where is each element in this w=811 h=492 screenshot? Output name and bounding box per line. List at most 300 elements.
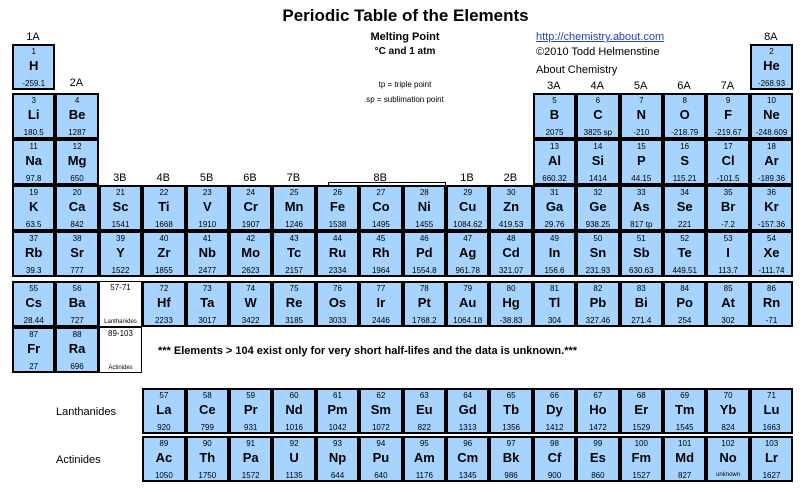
- element-cell[interactable]: [663, 185, 706, 231]
- element-cell[interactable]: [99, 185, 142, 231]
- element-symbol: Mo: [241, 245, 261, 260]
- element-cell[interactable]: [12, 281, 55, 327]
- atomic-number: 38: [72, 234, 82, 243]
- element-cell[interactable]: [316, 231, 359, 277]
- element-symbol: Ir: [376, 295, 386, 310]
- melting-point: 3422: [241, 316, 260, 325]
- element-cell[interactable]: [272, 185, 315, 231]
- element-cell[interactable]: [99, 231, 142, 277]
- element-symbol: Dy: [546, 402, 563, 417]
- atomic-number: 72: [159, 284, 169, 293]
- atomic-number: 27: [376, 188, 386, 197]
- melting-point: 1572: [241, 471, 260, 480]
- element-cell[interactable]: [663, 436, 706, 482]
- element-cell[interactable]: [706, 139, 749, 185]
- melting-point: 799: [200, 423, 214, 432]
- element-symbol: Nb: [198, 245, 216, 260]
- element-symbol: Lr: [764, 450, 778, 465]
- melting-point: 938.25: [585, 220, 611, 229]
- atomic-number: 55: [29, 284, 39, 293]
- element-cell[interactable]: [403, 281, 446, 327]
- element-symbol: Es: [589, 450, 606, 465]
- melting-point: 1910: [198, 220, 217, 229]
- element-cell[interactable]: [750, 436, 793, 482]
- element-cell[interactable]: [620, 281, 663, 327]
- element-cell[interactable]: [620, 388, 663, 434]
- element-symbol: Rb: [25, 245, 43, 260]
- atomic-number: 66: [550, 391, 559, 400]
- element-cell[interactable]: [403, 185, 446, 231]
- element-cell[interactable]: [142, 388, 185, 434]
- melting-point: 900: [547, 471, 562, 480]
- element-cell[interactable]: [663, 93, 706, 139]
- atomic-number: 69: [680, 391, 690, 400]
- melting-point: -219.67: [714, 128, 742, 137]
- melting-point: 1527: [632, 471, 651, 480]
- atomic-number: 9: [725, 96, 731, 105]
- melting-point: 640: [374, 471, 388, 480]
- atomic-number: 84: [680, 284, 690, 293]
- melting-point: 824: [721, 423, 735, 432]
- source-name: About Chemistry: [536, 64, 618, 76]
- element-cell[interactable]: [12, 231, 55, 277]
- element-symbol: Th: [199, 450, 216, 465]
- melting-point: -71: [765, 316, 778, 325]
- element-cell[interactable]: [533, 388, 576, 434]
- atomic-number: 44: [333, 234, 342, 243]
- melting-point: 1541: [111, 220, 130, 229]
- element-cell[interactable]: [576, 93, 619, 139]
- element-cell[interactable]: [576, 436, 619, 482]
- element-cell[interactable]: [272, 436, 315, 482]
- element-cell[interactable]: [316, 388, 359, 434]
- element-cell[interactable]: [576, 281, 619, 327]
- element-cell[interactable]: [750, 231, 793, 277]
- melting-point: 660.32: [542, 174, 567, 183]
- element-cell[interactable]: [706, 185, 749, 231]
- atomic-number: 63: [419, 391, 429, 400]
- atomic-number: 32: [593, 188, 603, 197]
- element-cell[interactable]: [489, 436, 532, 482]
- melting-point: 1668: [154, 220, 173, 229]
- melting-point: 727: [70, 316, 84, 325]
- melting-point: 931: [244, 423, 258, 432]
- melting-point: 860: [591, 471, 605, 480]
- melting-point: 1313: [458, 423, 477, 432]
- melting-point: 822: [417, 423, 431, 432]
- melting-point: -248.609: [755, 128, 788, 137]
- element-symbol: Cm: [457, 450, 479, 465]
- element-symbol: In: [548, 245, 561, 260]
- element-symbol: Ga: [545, 199, 564, 214]
- element-cell[interactable]: [186, 281, 229, 327]
- copyright-text: ©2010 Todd Helmenstine: [536, 46, 660, 58]
- element-cell[interactable]: [750, 44, 793, 90]
- element-cell[interactable]: [489, 388, 532, 434]
- atomic-number: 65: [506, 391, 516, 400]
- element-cell[interactable]: [403, 231, 446, 277]
- element-cell[interactable]: [142, 231, 185, 277]
- atomic-number: 12: [72, 142, 82, 151]
- element-cell[interactable]: [706, 436, 749, 482]
- atomic-number: 53: [723, 234, 733, 243]
- melting-point: 1042: [328, 423, 347, 432]
- atomic-number: 49: [550, 234, 559, 243]
- element-cell[interactable]: [12, 327, 55, 373]
- element-cell[interactable]: [576, 231, 619, 277]
- element-symbol: Cf: [547, 450, 562, 465]
- element-cell[interactable]: [55, 281, 98, 327]
- element-cell[interactable]: [403, 388, 446, 434]
- melting-point: -101.5: [716, 174, 740, 183]
- element-symbol: Am: [413, 450, 435, 465]
- group-label: 6A: [677, 80, 691, 92]
- element-cell[interactable]: [359, 436, 402, 482]
- element-symbol: Te: [677, 245, 692, 260]
- element-cell[interactable]: [620, 185, 663, 231]
- group-label: 7B: [286, 172, 301, 184]
- element-cell[interactable]: [706, 231, 749, 277]
- element-symbol: Ti: [158, 199, 170, 214]
- element-cell[interactable]: [186, 436, 229, 482]
- element-symbol: La: [156, 402, 172, 417]
- element-symbol: N: [636, 107, 646, 122]
- atomic-number: 86: [767, 284, 776, 293]
- element-cell[interactable]: [55, 139, 98, 185]
- atomic-number: 56: [72, 284, 82, 293]
- element-symbol: Co: [372, 199, 390, 214]
- element-cell[interactable]: [359, 231, 402, 277]
- element-cell[interactable]: [620, 93, 663, 139]
- element-symbol: Ge: [589, 199, 607, 214]
- element-symbol: Er: [634, 402, 649, 417]
- element-symbol: Yb: [719, 402, 737, 417]
- element-cell[interactable]: [750, 185, 793, 231]
- element-cell[interactable]: [359, 281, 402, 327]
- element-symbol: Bk: [502, 450, 520, 465]
- element-cell[interactable]: [359, 388, 402, 434]
- element-cell[interactable]: [446, 388, 489, 434]
- element-symbol: Pr: [243, 402, 258, 417]
- element-cell[interactable]: [620, 231, 663, 277]
- atomic-number: 81: [550, 284, 559, 293]
- atomic-number: 73: [202, 284, 212, 293]
- element-cell[interactable]: [663, 139, 706, 185]
- melting-point: 3825 sp: [583, 128, 613, 137]
- atomic-number: 76: [333, 284, 342, 293]
- element-cell[interactable]: [229, 388, 272, 434]
- element-cell[interactable]: [12, 185, 55, 231]
- melting-point: 3033: [328, 316, 347, 325]
- melting-point: 1356: [502, 423, 520, 432]
- element-cell[interactable]: [403, 436, 446, 482]
- atomic-number: 5: [552, 96, 557, 105]
- element-symbol: Tl: [548, 295, 561, 310]
- melting-point: 1050: [154, 471, 173, 480]
- atomic-number: 74: [246, 284, 256, 293]
- element-cell[interactable]: [12, 139, 55, 185]
- element-symbol: He: [763, 58, 780, 73]
- element-cell[interactable]: [663, 388, 706, 434]
- element-cell[interactable]: [706, 388, 749, 434]
- element-cell[interactable]: [750, 388, 793, 434]
- atomic-number: 58: [202, 391, 212, 400]
- element-symbol: Fm: [631, 450, 652, 465]
- element-symbol: Si: [591, 153, 605, 168]
- atomic-number: 64: [463, 391, 473, 400]
- atomic-number: 19: [29, 188, 39, 197]
- element-symbol: Xe: [763, 245, 780, 260]
- element-symbol: Md: [675, 450, 695, 465]
- melting-point: -111.74: [758, 266, 785, 275]
- atomic-number: 42: [246, 234, 256, 243]
- element-symbol: Re: [285, 295, 303, 310]
- melting-point: 63.5: [25, 220, 42, 229]
- element-cell[interactable]: [142, 436, 185, 482]
- element-symbol: U: [289, 450, 299, 465]
- element-cell[interactable]: [142, 185, 185, 231]
- element-symbol: S: [680, 153, 690, 168]
- element-cell[interactable]: [55, 93, 98, 139]
- group-label: 8A: [764, 31, 778, 43]
- element-cell[interactable]: [446, 185, 489, 231]
- element-cell[interactable]: [55, 231, 98, 277]
- atomic-number: 70: [723, 391, 733, 400]
- atomic-number: 71: [767, 391, 776, 400]
- element-cell[interactable]: [186, 185, 229, 231]
- atomic-number: 52: [680, 234, 690, 243]
- atomic-number: 100: [634, 439, 648, 448]
- atomic-number: 96: [463, 439, 473, 448]
- element-cell[interactable]: [229, 281, 272, 327]
- element-cell[interactable]: [446, 436, 489, 482]
- melting-point: 419.53: [498, 220, 524, 229]
- atomic-number: 15: [636, 142, 646, 151]
- element-symbol: Eu: [415, 402, 433, 417]
- melting-point: 1768.2: [412, 316, 437, 325]
- melting-point: 1345: [458, 471, 477, 480]
- element-cell[interactable]: [272, 231, 315, 277]
- atomic-number: 14: [593, 142, 603, 151]
- element-symbol: Fe: [329, 199, 346, 214]
- atomic-number: 68: [636, 391, 646, 400]
- atomic-number: 37: [29, 234, 39, 243]
- element-symbol: Na: [25, 153, 42, 168]
- element-cell[interactable]: [446, 281, 489, 327]
- element-symbol: Os: [328, 295, 347, 310]
- atomic-number: 77: [376, 284, 386, 293]
- element-symbol: Nd: [285, 402, 303, 417]
- group-label: 4A: [590, 80, 604, 92]
- element-symbol: Pu: [372, 450, 390, 465]
- group-label: 6B: [243, 172, 257, 184]
- melting-point: 115.21: [672, 174, 697, 183]
- atomic-number: 97: [506, 439, 516, 448]
- melting-point: -268.93: [757, 79, 786, 88]
- element-cell[interactable]: [576, 185, 619, 231]
- element-cell[interactable]: [489, 185, 532, 231]
- element-symbol: V: [202, 199, 212, 214]
- element-cell[interactable]: [706, 93, 749, 139]
- atomic-number: 39: [116, 234, 125, 243]
- melting-point: 28.44: [23, 316, 44, 325]
- atomic-number: 13: [550, 142, 559, 151]
- atomic-number: 61: [333, 391, 342, 400]
- source-link[interactable]: http://chemistry.about.com: [536, 31, 665, 43]
- element-symbol: Po: [676, 295, 693, 310]
- element-symbol: Ra: [68, 341, 86, 356]
- melting-point: 650: [70, 174, 84, 183]
- melting-point: 630.63: [629, 266, 654, 275]
- atomic-number: 24: [246, 188, 256, 197]
- atomic-number: 41: [202, 234, 212, 243]
- element-symbol: Hg: [502, 295, 520, 310]
- atomic-number: 20: [72, 188, 82, 197]
- element-symbol: Cu: [459, 199, 477, 214]
- melting-point: 304: [547, 316, 562, 325]
- element-symbol: Ru: [328, 245, 347, 260]
- melting-point: 696: [70, 362, 84, 371]
- element-symbol: Tm: [674, 402, 695, 417]
- element-cell[interactable]: [750, 93, 793, 139]
- element-cell[interactable]: [533, 185, 576, 231]
- group-label: 7A: [720, 80, 735, 92]
- element-cell[interactable]: [272, 388, 315, 434]
- atomic-number: 62: [376, 391, 386, 400]
- element-cell[interactable]: [620, 139, 663, 185]
- element-cell[interactable]: [186, 388, 229, 434]
- element-cell[interactable]: [620, 436, 663, 482]
- melting-point: 2075: [545, 128, 564, 137]
- melting-point: 1522: [111, 266, 130, 275]
- element-cell[interactable]: [229, 436, 272, 482]
- atomic-number: 26: [333, 188, 342, 197]
- element-symbol: Ho: [589, 402, 607, 417]
- element-cell[interactable]: [489, 281, 532, 327]
- atomic-number: 67: [593, 391, 603, 400]
- element-cell[interactable]: [446, 231, 489, 277]
- melting-point: unknown: [716, 472, 741, 478]
- element-symbol: P: [636, 153, 646, 168]
- atomic-number: 48: [506, 234, 516, 243]
- element-cell[interactable]: [229, 185, 272, 231]
- atomic-number: 93: [333, 439, 342, 448]
- atomic-number: 7: [639, 96, 644, 105]
- element-cell[interactable]: [142, 281, 185, 327]
- element-symbol: Se: [676, 199, 693, 214]
- element-cell[interactable]: [55, 327, 98, 373]
- element-symbol: I: [726, 245, 730, 260]
- group-label: 1A: [26, 31, 40, 43]
- atomic-number: 60: [289, 391, 299, 400]
- group-label: 4B: [156, 172, 170, 184]
- element-cell[interactable]: [316, 281, 359, 327]
- element-cell[interactable]: [533, 281, 576, 327]
- atomic-number: 89: [159, 439, 169, 448]
- element-cell[interactable]: [55, 185, 98, 231]
- element-symbol: Li: [27, 107, 40, 122]
- element-symbol: Al: [547, 153, 561, 168]
- element-cell[interactable]: [229, 231, 272, 277]
- element-cell[interactable]: [750, 281, 793, 327]
- atomic-number: 6: [595, 96, 601, 105]
- placeholder-range: 57-71: [110, 283, 131, 292]
- melting-point: 113.7: [718, 266, 738, 275]
- melting-point: 1472: [588, 423, 607, 432]
- melting-point: 1538: [328, 220, 347, 229]
- atomic-number: 79: [463, 284, 473, 293]
- atomic-number: 50: [593, 234, 603, 243]
- element-symbol: Br: [720, 199, 736, 214]
- atomic-number: 87: [29, 330, 39, 339]
- element-symbol: Ar: [764, 153, 779, 168]
- atomic-number: 33: [636, 188, 646, 197]
- melting-point: 842: [70, 220, 84, 229]
- atomic-number: 3: [31, 96, 36, 105]
- element-cell[interactable]: [186, 231, 229, 277]
- element-symbol: Sc: [112, 199, 129, 214]
- actinides-row-label: Actinides: [56, 454, 101, 466]
- element-cell[interactable]: [533, 139, 576, 185]
- element-symbol: O: [679, 107, 690, 122]
- atomic-number: 29: [463, 188, 473, 197]
- melting-point: 231.93: [585, 266, 611, 275]
- element-cell[interactable]: [12, 93, 55, 139]
- melting-point: 1495: [371, 220, 390, 229]
- lanthanides-placeholder: [99, 281, 142, 327]
- atomic-number: 47: [463, 234, 473, 243]
- atomic-number: 11: [29, 142, 38, 151]
- element-cell[interactable]: [576, 139, 619, 185]
- element-cell[interactable]: [663, 281, 706, 327]
- group-label: 3B: [113, 172, 127, 184]
- melting-point: 27: [29, 362, 39, 371]
- group-label: 5A: [633, 80, 648, 92]
- atomic-number: 102: [721, 439, 735, 448]
- element-cell[interactable]: [316, 436, 359, 482]
- atomic-number: 101: [678, 439, 692, 448]
- melting-point: 644: [330, 471, 345, 480]
- melting-point: 1627: [762, 471, 781, 480]
- element-cell[interactable]: [706, 281, 749, 327]
- element-cell[interactable]: [533, 436, 576, 482]
- element-cell[interactable]: [663, 231, 706, 277]
- element-cell[interactable]: [533, 93, 576, 139]
- melting-point: 1072: [371, 423, 390, 432]
- melting-point: 777: [70, 266, 84, 275]
- element-symbol: Pb: [589, 295, 607, 310]
- atomic-number: 54: [767, 234, 776, 243]
- melting-point: 1414: [588, 174, 607, 183]
- element-symbol: Cr: [243, 199, 258, 214]
- element-cell[interactable]: [750, 139, 793, 185]
- melting-point: 2477: [198, 266, 217, 275]
- element-cell[interactable]: [12, 44, 55, 90]
- melting-point: 1084.62: [453, 220, 483, 229]
- element-cell[interactable]: [272, 281, 315, 327]
- melting-point: 961.78: [455, 266, 480, 275]
- element-symbol: Pa: [242, 450, 259, 465]
- atomic-number: 103: [764, 439, 779, 448]
- melting-point: 1964: [371, 266, 390, 275]
- element-cell[interactable]: [533, 231, 576, 277]
- element-cell[interactable]: [359, 185, 402, 231]
- element-cell[interactable]: [489, 231, 532, 277]
- melting-point: 2233: [154, 316, 173, 325]
- atomic-number: 85: [723, 284, 733, 293]
- element-cell[interactable]: [316, 185, 359, 231]
- element-cell[interactable]: [576, 388, 619, 434]
